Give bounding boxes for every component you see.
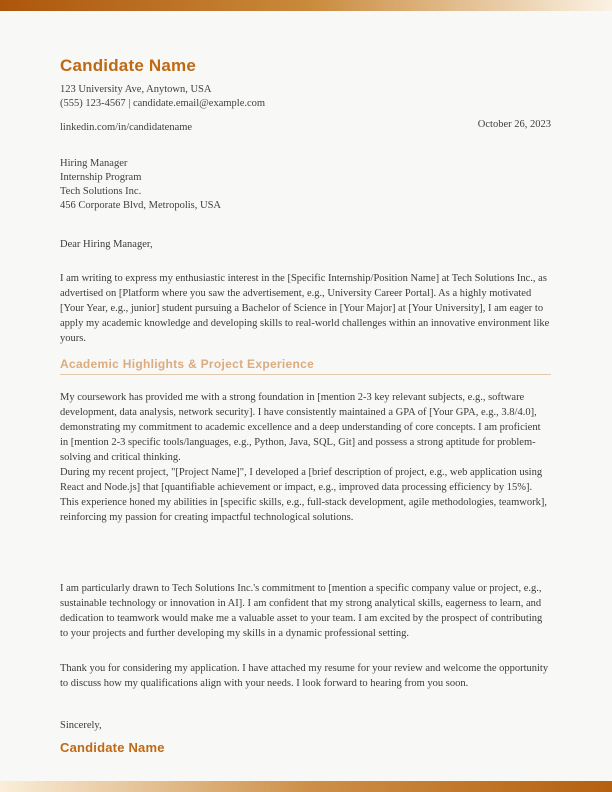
- recipient-block: [60, 157, 551, 213]
- thank-you-paragraph: Thank you for considering my application. I have attached my resume for your review and welcome the opportunity to discuss how my qualifications align with your needs. I look forward to hearing from you soon.: [60, 663, 549, 689]
- top-accent-bar: [0, 0, 612, 11]
- linkedin-line: linkedin.com/in/candidatename: [60, 122, 193, 133]
- candidate-name-heading: Candidate Name: [60, 56, 197, 75]
- recipient-line-address: 456 Corporate Blvd, Metropolis, USA: [60, 200, 221, 211]
- intro-paragraph: I am writing to express my enthusiastic interest in the [Specific Internship/Position Name] at Tech Solutions Inc., as advertised on [Platform where you saw the advertisement, e.g., University Career Portal]. As a highly motivated [Your Year, e.g., junior] student pursuing a Bachelor of Science in [Your Major] at [Your University], I am eager to apply my academic knowledge and developing skills to real-world challenges within an innovative environment like yours.: [60, 273, 550, 344]
- signature-name: Candidate Name: [60, 740, 165, 755]
- salutation: Dear Hiring Manager,: [60, 239, 153, 250]
- section-divider: [60, 374, 551, 375]
- address-line: 123 University Ave, Anytown, USA: [60, 84, 212, 95]
- recipient-line-company: Tech Solutions Inc.: [60, 186, 142, 197]
- bottom-accent-bar: [0, 781, 612, 792]
- project-paragraph: During my recent project, "[Project Name]", I developed a [brief description of project, e.g., web application using React and Node.js] that [quantifiable achievement or impact, e.g., improved data processing efficiency by 15%]. This experience honed my abilities in [specific skills, e.g., full-stack development, agile methodologies, teamwork], reinforcing my passion for creating impactful technological solutions.: [60, 467, 547, 523]
- recipient-line-program: Internship Program: [60, 172, 142, 183]
- letter-date: October 26, 2023: [477, 119, 551, 130]
- closing-line: Sincerely,: [60, 720, 102, 731]
- phone-email-line: (555) 123-4567 | candidate.email@example.com: [60, 98, 266, 109]
- recipient-line-name: Hiring Manager: [60, 158, 128, 169]
- coursework-paragraph: My coursework has provided me with a strong foundation in [mention 2-3 key relevant subjects, e.g., software development, data analysis, network security]. I have consistently maintained a GPA of [Your GPA, e.g., 3.8/4.0], demonstrating my commitment to academic excellence and a deep understanding of core concepts. I am proficient in [mention 2-3 specific tools/languages, e.g., Python, Java, SQL, Git] and possess a strong aptitude for problem-solving and critical thinking.: [60, 392, 541, 463]
- company-fit-paragraph: I am particularly drawn to Tech Solutions Inc.'s commitment to [mention a specific company value or project, e.g., sustainable technology or innovation in AI]. I am confident that my strong analytical skills, eagerness to learn, and dedication to teamwork would make me a valuable asset to your team. I am excited by the prospect of contributing to your projects and further developing my skills in a dynamic professional setting.: [60, 583, 543, 639]
- section-heading: Academic Highlights & Project Experience: [60, 357, 315, 371]
